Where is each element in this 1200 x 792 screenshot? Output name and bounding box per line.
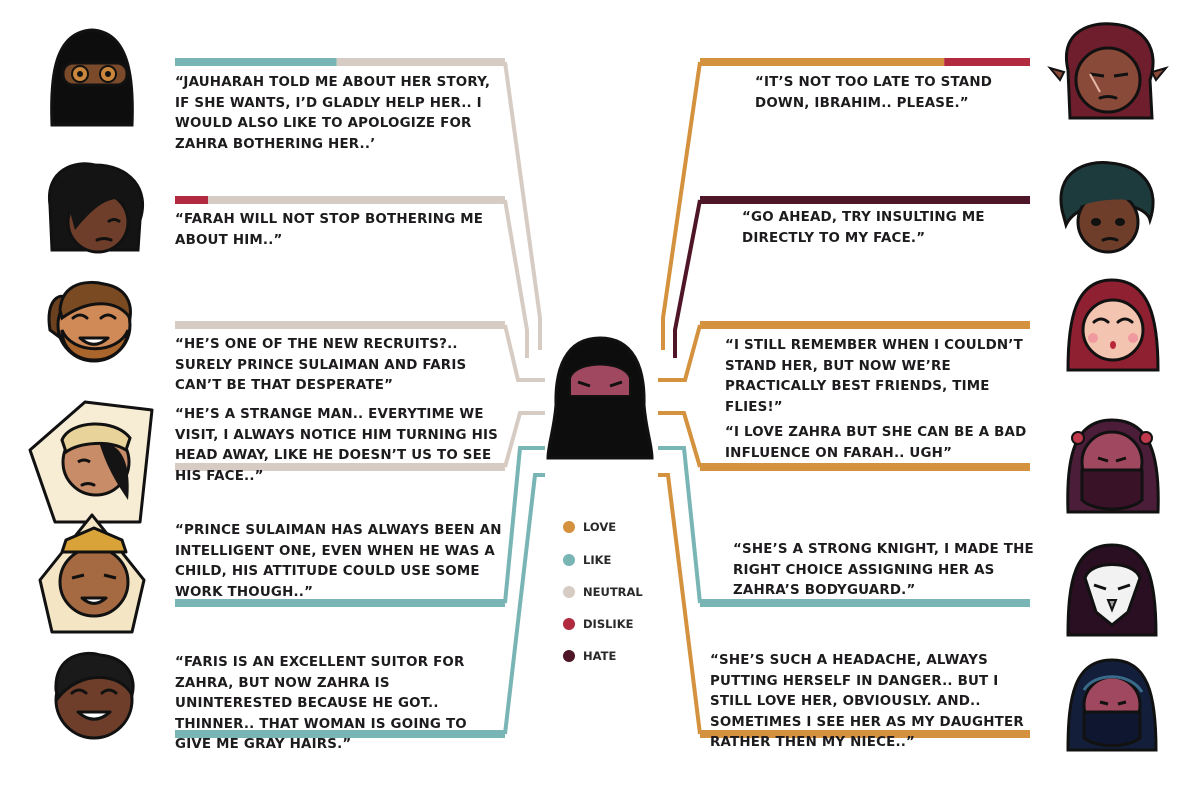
crowned-king-portrait bbox=[40, 515, 144, 632]
legend-label: DISLIKE bbox=[583, 617, 634, 631]
bearded-smiling-man-portrait bbox=[49, 282, 130, 361]
quote-left-2: “FARAH WILL NOT STOP BOTHERING ME ABOUT HIM..” bbox=[175, 212, 484, 248]
curly-haired-elf-portrait bbox=[1061, 163, 1153, 252]
legend-like bbox=[563, 551, 611, 569]
legend-love bbox=[563, 518, 616, 536]
veiled-aunt-portrait bbox=[1068, 660, 1156, 750]
legend-label: LIKE bbox=[583, 553, 612, 567]
legend-dot bbox=[563, 586, 575, 598]
legend-label: NEUTRAL bbox=[583, 585, 643, 599]
scarred-elf-warrior-portrait bbox=[1050, 24, 1166, 118]
legend-label: LOVE bbox=[583, 520, 617, 534]
headscarf-man-portrait bbox=[30, 402, 152, 522]
dark-haired-girl-portrait bbox=[49, 164, 142, 252]
quote-right-5: “SHE’S A STRONG KNIGHT, I MADE THE RIGHT CHOICE ASSIGNING HER AS ZAHRA’S BODYGUARD.” bbox=[733, 542, 1034, 598]
veiled-princess-portrait bbox=[1068, 420, 1159, 512]
owl-mask-portrait bbox=[1068, 545, 1156, 635]
legend-dot bbox=[563, 521, 575, 533]
legend-dot bbox=[563, 554, 575, 566]
veiled-protagonist-portrait bbox=[548, 338, 652, 458]
legend-dislike bbox=[563, 615, 633, 633]
legend-dot bbox=[563, 618, 575, 630]
legend-neutral bbox=[563, 583, 643, 601]
quote-left-5: “PRINCE SULAIMAN HAS ALWAYS BEEN AN INTELLIGENT ONE, EVEN WHEN HE WAS A CHILD, HIS ATTITUDE COULD USE SOME WORK THOUGH..” bbox=[175, 523, 502, 600]
quote-right-1: “IT’S NOT TOO LATE TO STAND DOWN, IBRAHIM.. PLEASE.” bbox=[755, 75, 993, 111]
quote-right-4: “I LOVE ZAHRA BUT SHE CAN BE A BAD INFLUENCE ON FARAH.. UGH” bbox=[725, 425, 1027, 461]
quote-left-1: “JAUHARAH TOLD ME ABOUT HER STORY, IF SHE WANTS, I’D GLADLY HELP HER.. I WOULD ALSO LIKE TO APOLOGIZE FOR ZAHRA BOTHERING HER..’ bbox=[175, 75, 491, 152]
quote-left-6: “FARIS IS AN EXCELLENT SUITOR FOR ZAHRA, BUT NOW ZAHRA IS UNINTERESTED BECAUSE HE GOT.. THINNER.. THAT WOMAN IS GOING TO GIVE ME GRAY HAIRS.” bbox=[175, 655, 467, 752]
quote-left-3: “HE’S ONE OF THE NEW RECRUITS?.. SURELY PRINCE SULAIMAN AND FARIS CAN’T BE THAT DESPERATE” bbox=[175, 337, 467, 393]
veiled-goggles-portrait bbox=[52, 30, 133, 125]
legend-dot bbox=[563, 650, 575, 662]
quote-right-6: “SHE’S SUCH A HEADACHE, ALWAYS PUTTING HERSELF IN DANGER.. BUT I STILL LOVE HER, OBVIOUSLY. AND.. SOMETIMES I SEE HER AS MY DAUGHTER RATHER THEN MY NIECE..” bbox=[710, 653, 1024, 750]
legend-hate bbox=[563, 647, 616, 665]
red-hijab-girl-portrait bbox=[1068, 280, 1158, 370]
quote-left-4: “HE’S A STRANGE MAN.. EVERYTIME WE VISIT, I ALWAYS NOTICE HIM TURNING HIS HEAD AWAY, LIKE HE DOESN’T US TO SEE HIS FACE..” bbox=[175, 407, 499, 484]
legend-label: HATE bbox=[583, 649, 617, 663]
quote-right-3: “I STILL REMEMBER WHEN I COULDN’T STAND HER, BUT NOW WE’RE PRACTICALLY BEST FRIENDS, TIME FLIES!” bbox=[725, 338, 1023, 415]
quote-right-2: “GO AHEAD, TRY INSULTING ME DIRECTLY TO MY FACE.” bbox=[742, 210, 985, 246]
laughing-man-portrait bbox=[56, 653, 133, 738]
